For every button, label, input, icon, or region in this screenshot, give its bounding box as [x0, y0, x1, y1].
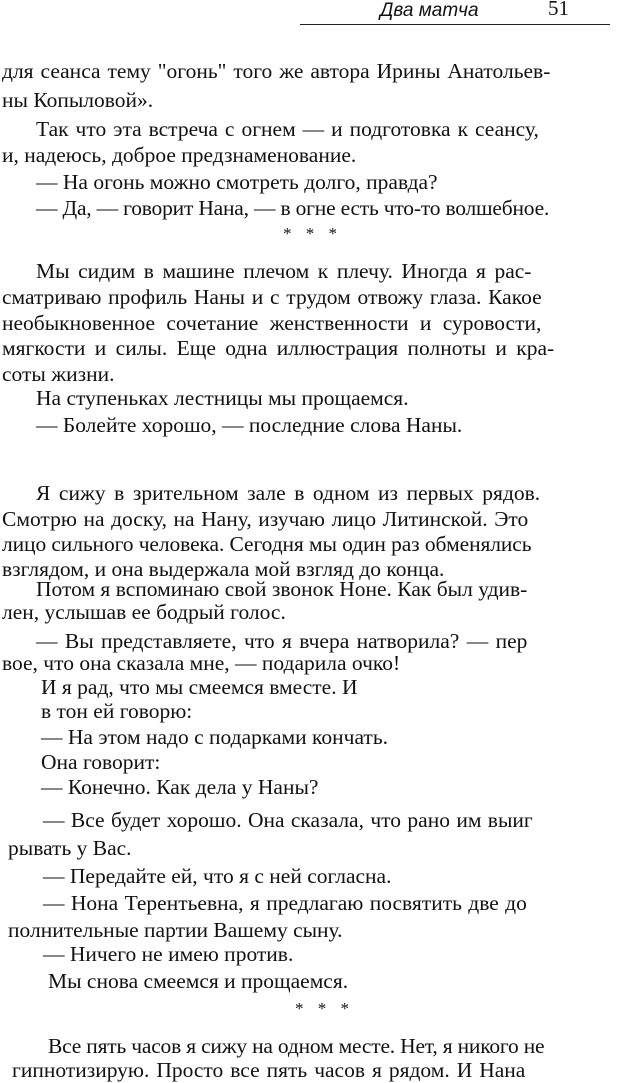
text-line: для сеанса тему "огонь" того же автора Ирины Анатольев- — [2, 59, 551, 83]
text-line: Смотрю на доску, на Нану, изучаю лицо Литинской. Это — [2, 507, 529, 531]
text-line: — На огонь можно смотреть долго, правда? — [36, 170, 438, 194]
text-line: полнительные партии Вашему сыну. — [8, 918, 343, 942]
text-line: Так что эта встреча с огнем — и подготовка к сеансу, — [36, 117, 539, 141]
text-line: мягкости и силы. Еще одна иллюстрация полноты и кра- — [2, 336, 555, 360]
text-line: — Конечно. Как дела у Наны? — [41, 775, 319, 799]
text-line: вое, что она сказала мне, — подарила очко! — [2, 651, 401, 675]
text-line: рывать у Вас. — [8, 836, 132, 860]
text-line: — Вы представляете, что я вчера натворила? — пер — [36, 629, 528, 653]
text-line: ны Копыловой». — [2, 88, 154, 112]
text-line: На ступеньках лестницы мы прощаемся. — [36, 386, 409, 410]
text-line: — Да, — говорит Нана, — в огне есть что-то волшебное. — [36, 196, 550, 220]
text-line: лен, услышав ее бодрый голос. — [2, 600, 286, 624]
text-line: в тон ей говорю: — [41, 699, 193, 723]
text-line: необыкновенное сочетание женственности и суровости, — [2, 311, 542, 335]
text-line: Мы снова смеемся и прощаемся. — [48, 969, 349, 993]
text-line: соты жизни. — [2, 362, 115, 386]
text-line: — На этом надо с подарками кончать. — [41, 725, 389, 749]
text-line: и, надеюсь, доброе предзнаменование. — [2, 143, 357, 167]
text-line: Она говорит: — [41, 750, 161, 774]
text-line: Все пять часов я сижу на одном месте. Нет, я никого не — [48, 1034, 545, 1058]
section-divider: * * * — [295, 999, 354, 1018]
text-line: Потом я вспоминаю свой звонок Ноне. Как был удив- — [36, 577, 528, 601]
page-number: 51 — [548, 0, 569, 20]
text-line: гипнотизирую. Просто все пять часов я рядом. И Нана — [12, 1058, 526, 1082]
text-line: Мы сидим в машине плечом к плечу. Иногда я рас- — [36, 259, 532, 283]
text-line: — Все будет хорошо. Она сказала, что рано им выиг — [43, 808, 533, 832]
text-line: — Нона Терентьевна, я предлагаю посвятить две до — [43, 891, 527, 915]
text-line: — Болейте хорошо, — последние слова Наны. — [36, 413, 463, 437]
text-line: — Передайте ей, что я с ней согласна. — [43, 864, 392, 888]
text-line: И я рад, что мы смеемся вместе. И — [41, 675, 358, 699]
header-rule — [300, 24, 610, 25]
running-title: Два матча — [380, 0, 479, 21]
text-line: Я сижу в зрительном зале в одном из первых рядов. — [36, 481, 541, 505]
text-line: сматриваю профиль Наны и с трудом отвожу глаза. Какое — [2, 285, 542, 309]
text-line: лицо сильного человека. Сегодня мы один раз обменялись — [2, 532, 532, 556]
text-line: — Ничего не имею против. — [43, 942, 294, 966]
text-line: взглядом, и она выдержала мой взгляд до конца. — [2, 557, 445, 581]
section-divider: * * * — [283, 224, 342, 243]
